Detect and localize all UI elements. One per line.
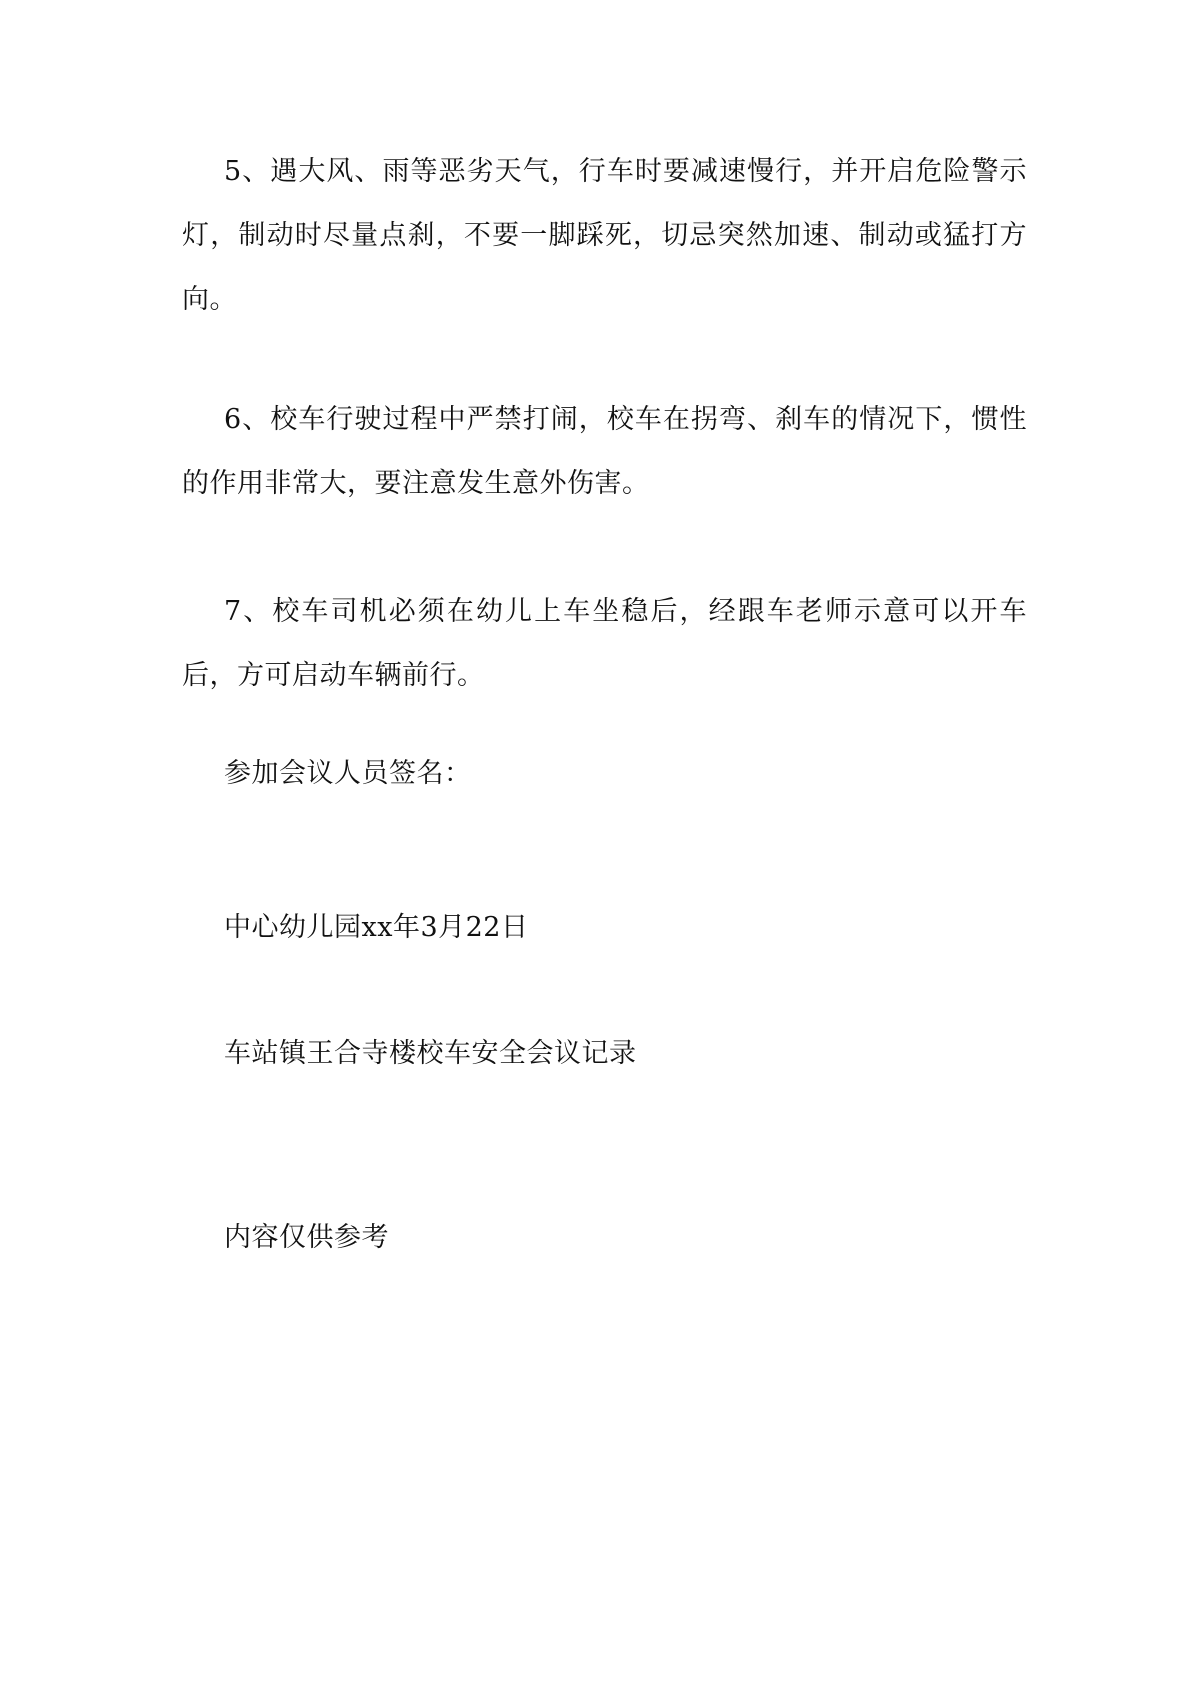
footer-note: 内容仅供参考 [224,1222,389,1253]
date-line: 中心幼儿园xx年3月22日 [224,912,529,943]
signature-label: 参加会议人员签名： [224,758,472,789]
next-document-title: 车站镇王合寺楼校车安全会议记录 [224,1038,637,1069]
rule-paragraph-6: 6、校车行驶过程中严禁打闹，校车在拐弯、刹车的情况下，惯性的作用非常大，要注意发生意外伤害。 [182,404,1027,499]
rule-paragraph-7: 7、校车司机必须在幼儿上车坐稳后，经跟车老师示意可以开车后，方可启动车辆前行。 [182,596,1027,691]
rule-paragraph-5: 5、遇大风、雨等恶劣天气，行车时要减速慢行，并开启危险警示灯，制动时尽量点刹，不要一脚踩死，切忌突然加速、制动或猛打方向。 [182,156,1027,315]
